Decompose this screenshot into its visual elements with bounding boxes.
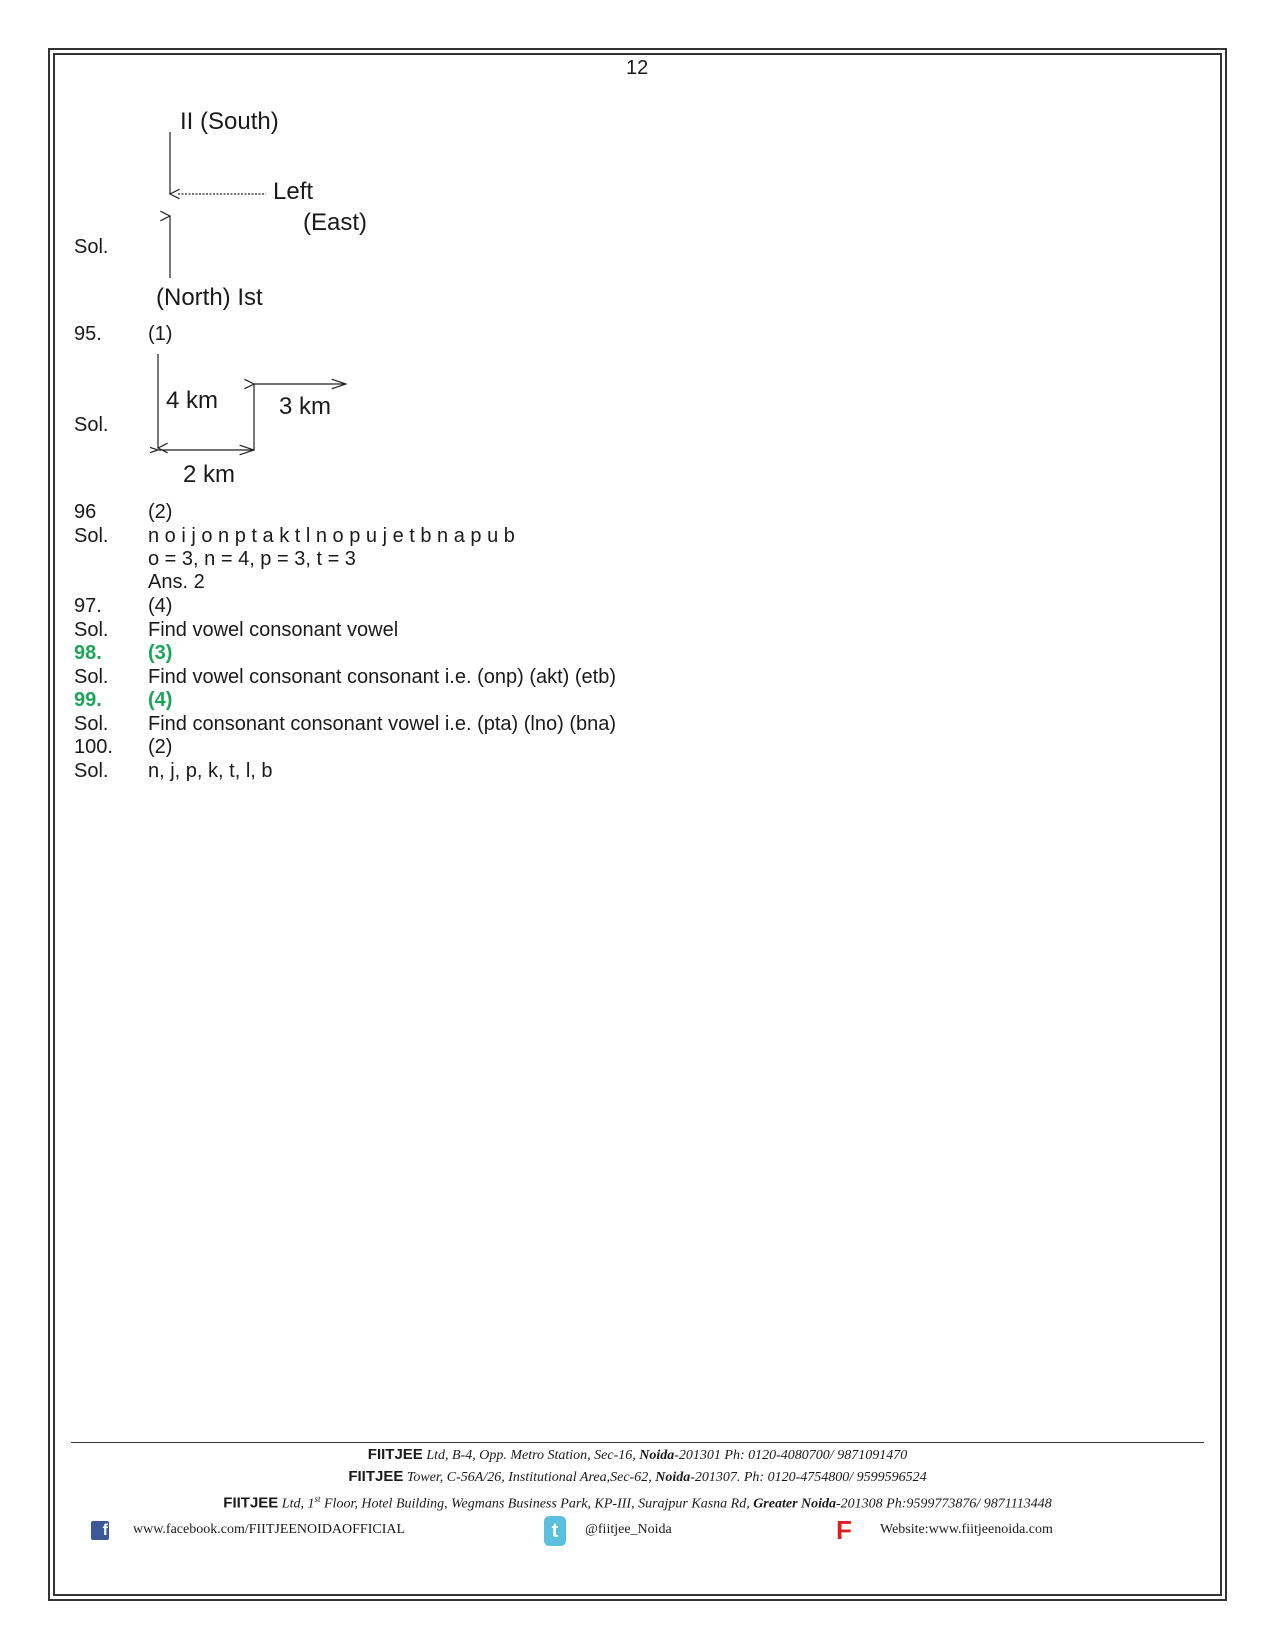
line-label: Sol. — [74, 713, 109, 735]
line-label: 96 — [74, 501, 97, 523]
brand-name: FIITJEE — [348, 1468, 404, 1485]
website-link[interactable]: Website:www.fiitjeenoida.com — [880, 1522, 1053, 1537]
line-text: (3) — [148, 642, 173, 664]
brand-name: FIITJEE — [367, 1446, 423, 1463]
line-text: Ans. 2 — [148, 571, 205, 593]
direction-arrows — [150, 120, 280, 290]
sol-label: Sol. — [74, 414, 109, 436]
facebook-icon: f — [91, 1521, 109, 1540]
footer-divider — [71, 1442, 1204, 1443]
question-number: 95. — [74, 323, 102, 345]
line-text: o = 3, n = 4, p = 3, t = 3 — [148, 548, 356, 570]
left-label: Left — [273, 178, 314, 205]
line-text: (2) — [148, 501, 173, 523]
line-label: Sol. — [74, 666, 109, 688]
line-label: 99. — [74, 689, 102, 711]
line-text: Find consonant consonant vowel i.e. (pta) (lno) (bna) — [148, 713, 617, 735]
distance-4km-label: 4 km — [166, 387, 219, 414]
twitter-icon: t — [544, 1516, 566, 1546]
line-text: Find vowel consonant vowel — [148, 619, 399, 641]
distance-2km-label: 2 km — [183, 461, 236, 488]
line-text: (4) — [148, 689, 173, 711]
line-text: (4) — [148, 595, 173, 617]
footer-address-3: FIITJEE Ltd, 1st Floor, Hotel Building, Wegmans Business Park, KP-III, Surajpur Kasna Rd, Greater Noida-201308 Ph:9599773876/ 9871113448 — [223, 1494, 1052, 1512]
line-text: n o i j o n p t a k t l n o p u j e t b n a p u b — [148, 525, 515, 547]
brand-name: FIITJEE — [223, 1494, 279, 1512]
facebook-link[interactable]: www.facebook.com/FIITJEENOIDAOFFICIAL — [133, 1522, 406, 1537]
line-label: 98. — [74, 642, 102, 664]
answer-option: (1) — [148, 323, 173, 345]
line-label: 97. — [74, 595, 102, 617]
line-text: n, j, p, k, t, l, b — [148, 760, 273, 782]
twitter-handle[interactable]: @fiitjee_Noida — [585, 1522, 672, 1537]
line-text: (2) — [148, 736, 173, 758]
south-label: II (South) — [180, 108, 279, 135]
north-label: (North) Ist — [156, 284, 263, 311]
line-label: Sol. — [74, 619, 109, 641]
line-label: Sol. — [74, 760, 109, 782]
footer-address-1: FIITJEE Ltd, B-4, Opp. Metro Station, Sec-16, Noida-201301 Ph: 0120-4080700/ 9871091470 — [367, 1446, 908, 1463]
page-number: 12 — [626, 57, 649, 79]
footer-address-2: FIITJEE Tower, C-56A/26, Institutional Area,Sec-62, Noida-201307. Ph: 0120-4754800/ 9599596524 — [348, 1468, 927, 1485]
line-label: 100. — [74, 736, 113, 758]
line-text: Find vowel consonant consonant i.e. (onp) (akt) (etb) — [148, 666, 617, 688]
distance-3km-label: 3 km — [279, 393, 332, 420]
fiitjee-logo-icon: F — [836, 1515, 852, 1545]
east-label: (East) — [303, 209, 368, 236]
line-label: Sol. — [74, 525, 109, 547]
sol-label: Sol. — [74, 236, 109, 258]
